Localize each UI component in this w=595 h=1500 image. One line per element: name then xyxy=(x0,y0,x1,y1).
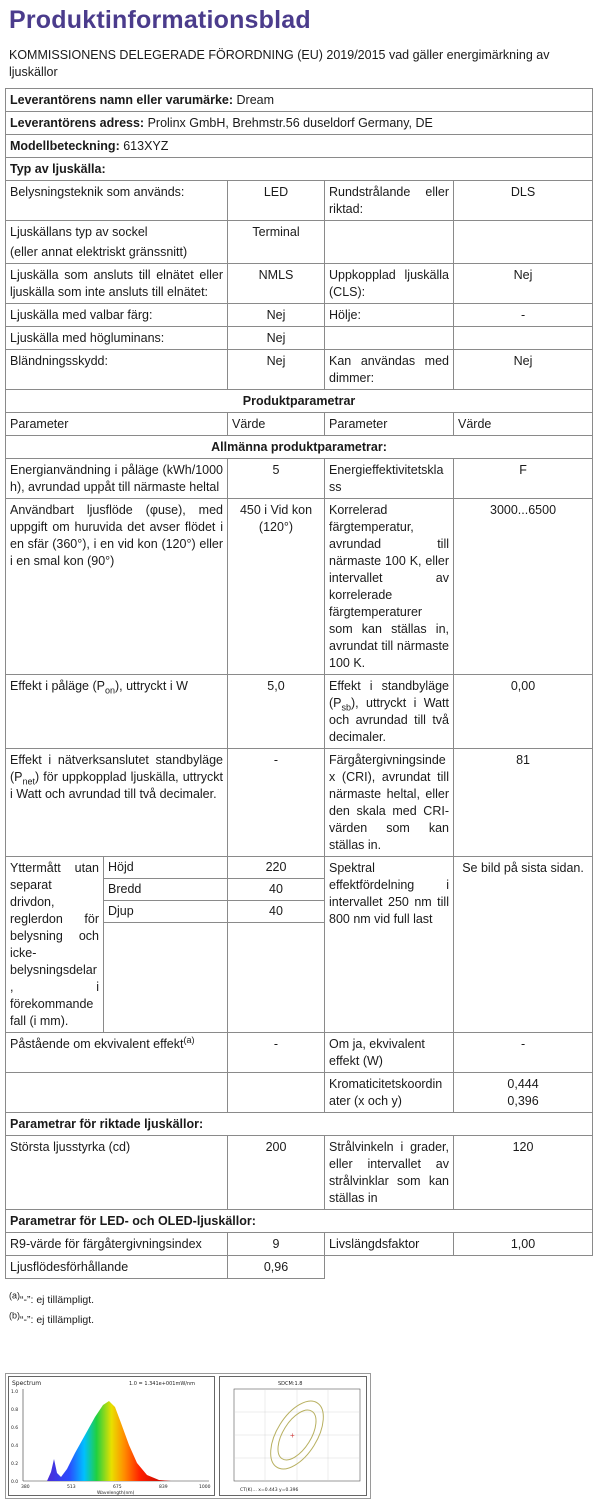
network-standby-label-pre: Effekt i nätverksanslutet standbyläge (P xyxy=(10,753,223,784)
envelope-label: Hölje: xyxy=(325,304,454,327)
glare-shield-row xyxy=(6,350,593,390)
high-luminance-label: Ljuskälla med högluminans: xyxy=(6,327,228,350)
cap-type-label-note: (eller annat elektriskt gränssnitt) xyxy=(10,245,188,259)
energy-row xyxy=(6,459,593,499)
height-label: Höjd xyxy=(104,857,227,879)
chromaticity-row xyxy=(6,1073,593,1113)
spectrum-xtick: 380 xyxy=(21,1485,30,1490)
supplier-address-value: Prolinx GmbH, Brehmstr.56 duseldorf Germany, DE xyxy=(147,116,433,130)
dimmable-label: Kan användas med dimmer: xyxy=(325,350,454,390)
led-heading-row xyxy=(6,1210,593,1233)
cct-value: 3000...6500 xyxy=(454,499,593,675)
dimensions-row xyxy=(6,857,593,1033)
spectrum-xtick: 839 xyxy=(159,1485,168,1490)
regulation-subtitle: KOMMISSIONENS DELEGERADE FÖRORDNING (EU) 2019/2015 vad gäller energimärkning av ljuskällor xyxy=(9,48,550,79)
type-heading-row xyxy=(6,158,593,181)
page-title: Produktinformationsblad xyxy=(9,6,311,34)
supplier-address-label: Leverantörens adress: xyxy=(10,116,145,130)
width-label: Bredd xyxy=(104,879,227,901)
spectrum-ytick: 0.4 xyxy=(11,1444,19,1449)
envelope-value: - xyxy=(454,304,593,327)
network-standby-label-post: ) för uppkopplad ljuskälla, uttryckt i Watt och avrundad till två decimaler. xyxy=(10,770,223,801)
directional-heading: Parametrar för riktade ljuskällor: xyxy=(6,1113,593,1136)
high-luminance-value: Nej xyxy=(228,327,325,350)
cri-value: 81 xyxy=(454,749,593,857)
spectrum-ytick: 0.2 xyxy=(11,1462,19,1467)
dimensions-label: Yttermått utan separat drivdon, reglerdon för belysning och icke-belysningsdelar, i förekommande fall (i mm). xyxy=(6,857,104,1033)
chromaticity-plot xyxy=(219,1376,367,1496)
footnote-a-ref: (a) xyxy=(183,1034,195,1045)
col-header-parameter-2: Parameter xyxy=(325,413,454,436)
col-header-value-1: Värde xyxy=(228,413,325,436)
energy-class-value: F xyxy=(454,459,593,499)
colour-tunable-value: Nej xyxy=(228,304,325,327)
spectrum-plot xyxy=(8,1376,215,1496)
network-standby-row xyxy=(6,749,593,857)
product-params-heading-row xyxy=(6,390,593,413)
energy-consumption-value: 5 xyxy=(228,459,325,499)
mains-row xyxy=(6,264,593,304)
equivalent-watt-value: - xyxy=(454,1033,593,1073)
standby-power-value: 0,00 xyxy=(454,675,593,749)
column-header-row xyxy=(6,413,593,436)
chromaticity-plot-title: SDCM:1.8 xyxy=(278,1381,303,1387)
spectrum-note: 1.0 = 1.341e+001mW/nm xyxy=(129,1381,195,1387)
dimmable-value: Nej xyxy=(454,350,593,390)
technology-label: Belysningsteknik som används: xyxy=(6,181,228,221)
r9-value: 9 xyxy=(228,1233,325,1256)
useful-flux-label: Användbart ljusflöde (φuse), med uppgift om huruvida det avser flödet i en sfär (360°), i en vid kon (120°) eller i en smal kon (90°) xyxy=(6,499,228,675)
standby-power-label-pre: Effekt i standbyläge (P xyxy=(329,679,449,710)
depth-value: 40 xyxy=(228,901,324,923)
r9-row xyxy=(6,1233,593,1256)
glare-shield-value: Nej xyxy=(228,350,325,390)
lumen-maintenance-label: Ljusflödesförhållande xyxy=(6,1256,228,1279)
directional-heading-row xyxy=(6,1113,593,1136)
colour-tunable-row xyxy=(6,304,593,327)
height-value: 220 xyxy=(228,857,324,879)
equivalent-watt-label: Om ja, ekvivalent effekt (W) xyxy=(325,1033,454,1073)
spectrum-title: Spectrum xyxy=(12,1380,42,1387)
glare-shield-label: Bländningsskydd: xyxy=(6,350,228,390)
spectrum-ytick: 0.6 xyxy=(11,1426,19,1431)
cls-label: Uppkopplad ljuskälla (CLS): xyxy=(325,264,454,304)
spectrum-ytick: 0.0 xyxy=(11,1480,19,1485)
spectrum-xtick: 1000 xyxy=(199,1485,211,1490)
supplier-name-row xyxy=(6,89,593,112)
equivalent-power-row xyxy=(6,1033,593,1073)
general-heading-row xyxy=(6,436,593,459)
footnote-a: (a)“-”: ej tillämpligt. xyxy=(9,1290,95,1306)
model-label: Modellbeteckning: xyxy=(10,139,120,153)
chromaticity-plot-footer: CT(K)… x=0.443 y=0.396 xyxy=(240,1488,299,1493)
cap-type-value: Terminal xyxy=(228,221,325,264)
footnote-b: (b)“-”: ej tillämpligt. xyxy=(9,1310,95,1326)
type-heading: Typ av ljuskälla: xyxy=(6,158,593,181)
col-header-parameter-1: Parameter xyxy=(6,413,228,436)
width-value: 40 xyxy=(228,879,324,901)
colour-tunable-label: Ljuskälla med valbar färg: xyxy=(6,304,228,327)
technology-row xyxy=(6,181,593,221)
peak-intensity-value: 200 xyxy=(228,1136,325,1210)
cri-label: Färgåtergivningsindex (CRI), avrundat till närmaste heltal, eller den skala med CRI-värden som kan ställas in. xyxy=(325,749,454,857)
dimensions-subtable xyxy=(104,857,227,923)
flux-row xyxy=(6,499,593,675)
equivalent-power-label: Påstående om ekvivalent effekt xyxy=(10,1037,184,1051)
led-heading: Parametrar för LED- och OLED-ljuskällor: xyxy=(6,1210,593,1233)
spectrum-xtick: 675 xyxy=(113,1485,122,1490)
peak-intensity-label: Största ljusstyrka (cd) xyxy=(6,1136,228,1210)
chromaticity-y: 0,396 xyxy=(507,1094,539,1108)
spectrum-ytick: 1.0 xyxy=(11,1390,19,1395)
lumen-maintenance-value: 0,96 xyxy=(228,1256,325,1279)
cls-value: Nej xyxy=(454,264,593,304)
product-params-heading: Produktparametrar xyxy=(6,390,593,413)
standby-power-label-post: ), uttryckt i Watt och avrundad till två decimaler. xyxy=(329,696,449,744)
measurement-figures xyxy=(5,1373,371,1499)
spectrum-xlabel: Wavelength(nm) xyxy=(97,1491,135,1496)
spectrum-ytick: 0.8 xyxy=(11,1408,19,1413)
energy-class-label: Energieffektivitetsklass xyxy=(325,459,454,499)
high-luminance-row xyxy=(6,327,593,350)
network-standby-value: - xyxy=(228,749,325,857)
technology-value: LED xyxy=(228,181,325,221)
model-value: 613XYZ xyxy=(123,139,169,153)
cap-type-row xyxy=(6,221,593,264)
survival-factor-label: Livslängdsfaktor xyxy=(325,1233,454,1256)
chromaticity-x: 0,444 xyxy=(507,1077,539,1091)
power-row xyxy=(6,675,593,749)
spectral-distribution-label: Spektral effektfördelning i intervallet 250 nm till 800 nm vid full last xyxy=(325,857,454,1033)
parameters-table xyxy=(5,88,593,1279)
directional-type-label: Rundstrålande eller riktad: xyxy=(325,181,454,221)
supplier-address-row xyxy=(6,112,593,135)
useful-flux-value: 450 i Vid kon (120°) xyxy=(228,499,325,675)
on-mode-power-label-post: ), uttryckt i W xyxy=(114,679,188,693)
cct-label: Korrelerad färgtemperatur, avrundad till närmaste 100 K, eller intervallet av korrelerade färgtemperaturer som kan ställas in, avrundat till närmaste 100 K. xyxy=(325,499,454,675)
chromaticity-label: Kromaticitetskoordinater (x och y) xyxy=(325,1073,454,1113)
depth-label: Djup xyxy=(104,901,227,923)
supplier-name-value: Dream xyxy=(236,93,275,107)
on-mode-power-value: 5,0 xyxy=(228,675,325,749)
mains-value: NMLS xyxy=(228,264,325,304)
directional-type-value: DLS xyxy=(454,181,593,221)
supplier-name-label: Leverantörens namn eller varumärke: xyxy=(10,93,234,107)
measured-point-icon: + xyxy=(290,1431,295,1440)
lumen-maintenance-row xyxy=(6,1256,593,1279)
col-header-value-2: Värde xyxy=(454,413,593,436)
spectral-distribution-value: Se bild på sista sidan. xyxy=(454,857,593,1033)
spectrum-xtick: 513 xyxy=(67,1485,76,1490)
energy-consumption-label: Energianvändning i påläge (kWh/1000 h), avrundad uppåt till närmaste heltal xyxy=(6,459,228,499)
general-params-heading: Allmänna produktparametrar: xyxy=(6,436,593,459)
beam-angle-value: 120 xyxy=(454,1136,593,1210)
equivalent-power-value: - xyxy=(228,1033,325,1073)
dimensions-values xyxy=(228,857,324,923)
cap-type-label: Ljuskällans typ av sockel xyxy=(10,225,148,239)
network-standby-sub: net xyxy=(22,776,36,787)
standby-power-sub: sb xyxy=(341,702,352,713)
r9-label: R9-värde för färgåtergivningsindex xyxy=(6,1233,228,1256)
survival-factor-value: 1,00 xyxy=(454,1233,593,1256)
beam-angle-label: Strålvinkeln i grader, eller intervallet av strålvinklar som kan ställas in xyxy=(325,1136,454,1210)
intensity-row xyxy=(6,1136,593,1210)
on-mode-power-label-pre: Effekt i påläge (P xyxy=(10,679,105,693)
on-mode-power-sub: on xyxy=(104,685,115,696)
mains-label: Ljuskälla som ansluts till elnätet eller ljuskälla som inte ansluts till elnätet: xyxy=(6,264,228,304)
model-row xyxy=(6,135,593,158)
